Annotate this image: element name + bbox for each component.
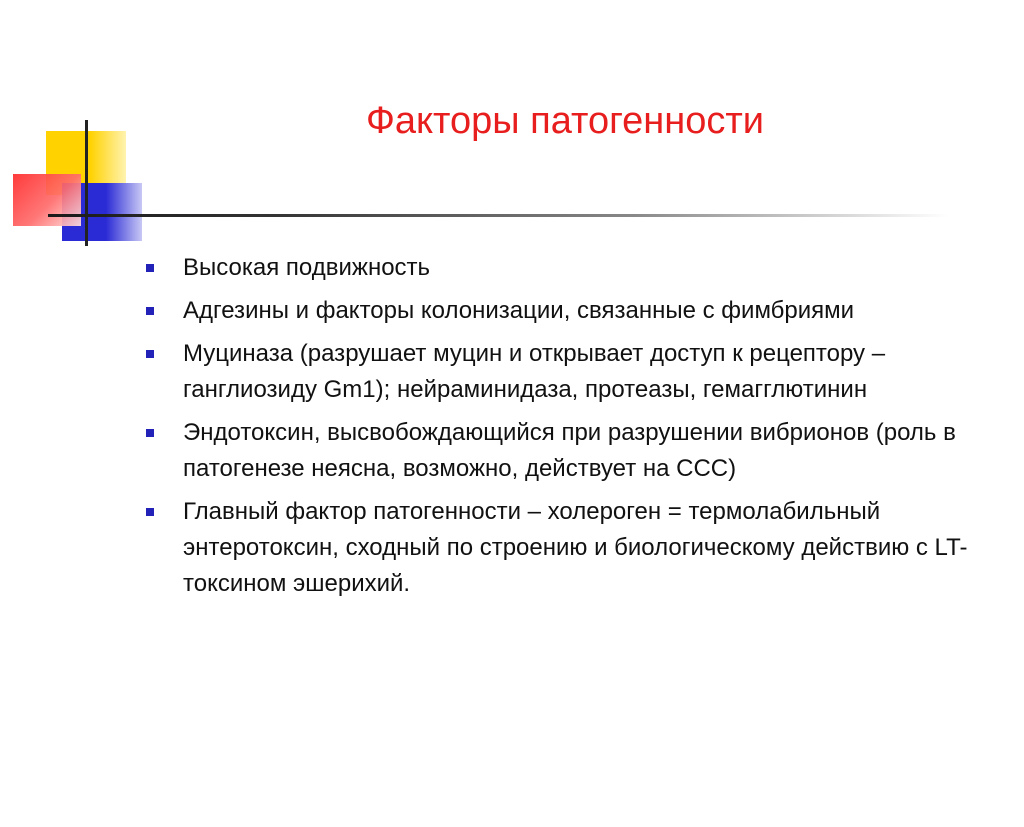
bullet-text: Главный фактор патогенности – холероген = термолабильный энтеротоксин, сходный по строению и биологическому действию с LT-токсином эшерихий. bbox=[183, 498, 968, 597]
square-bullet-icon bbox=[146, 508, 154, 516]
vertical-rule bbox=[85, 120, 88, 246]
bullet-text: Высокая подвижность bbox=[183, 254, 431, 281]
square-bullet-icon bbox=[146, 429, 154, 437]
square-bullet-icon bbox=[146, 350, 154, 358]
square-bullet-icon bbox=[146, 307, 154, 315]
square-bullet-icon bbox=[146, 264, 154, 272]
color-squares-logo bbox=[0, 0, 160, 260]
bullet-item bbox=[146, 336, 1006, 408]
bullet-list bbox=[146, 250, 1006, 609]
red-square bbox=[13, 174, 81, 226]
bullet-item bbox=[146, 293, 1006, 329]
bullet-item bbox=[146, 415, 1006, 487]
title-divider bbox=[48, 214, 948, 217]
bullet-item bbox=[146, 250, 1006, 286]
bullet-text: Эндотоксин, высвобождающийся при разрушении вибрионов (роль в патогенезе неясна, возможно, действует на ССС) bbox=[183, 419, 956, 482]
bullet-text: Муциназа (разрушает муцин и открывает доступ к рецептору – ганглиозиду Gm1); нейраминидаза, протеазы, гемагглютинин bbox=[183, 340, 886, 403]
slide-title: Факторы патогенности bbox=[365, 100, 765, 142]
bullet-text: Адгезины и факторы колонизации, связанные с фимбриями bbox=[183, 297, 855, 324]
bullet-item bbox=[146, 494, 1006, 602]
